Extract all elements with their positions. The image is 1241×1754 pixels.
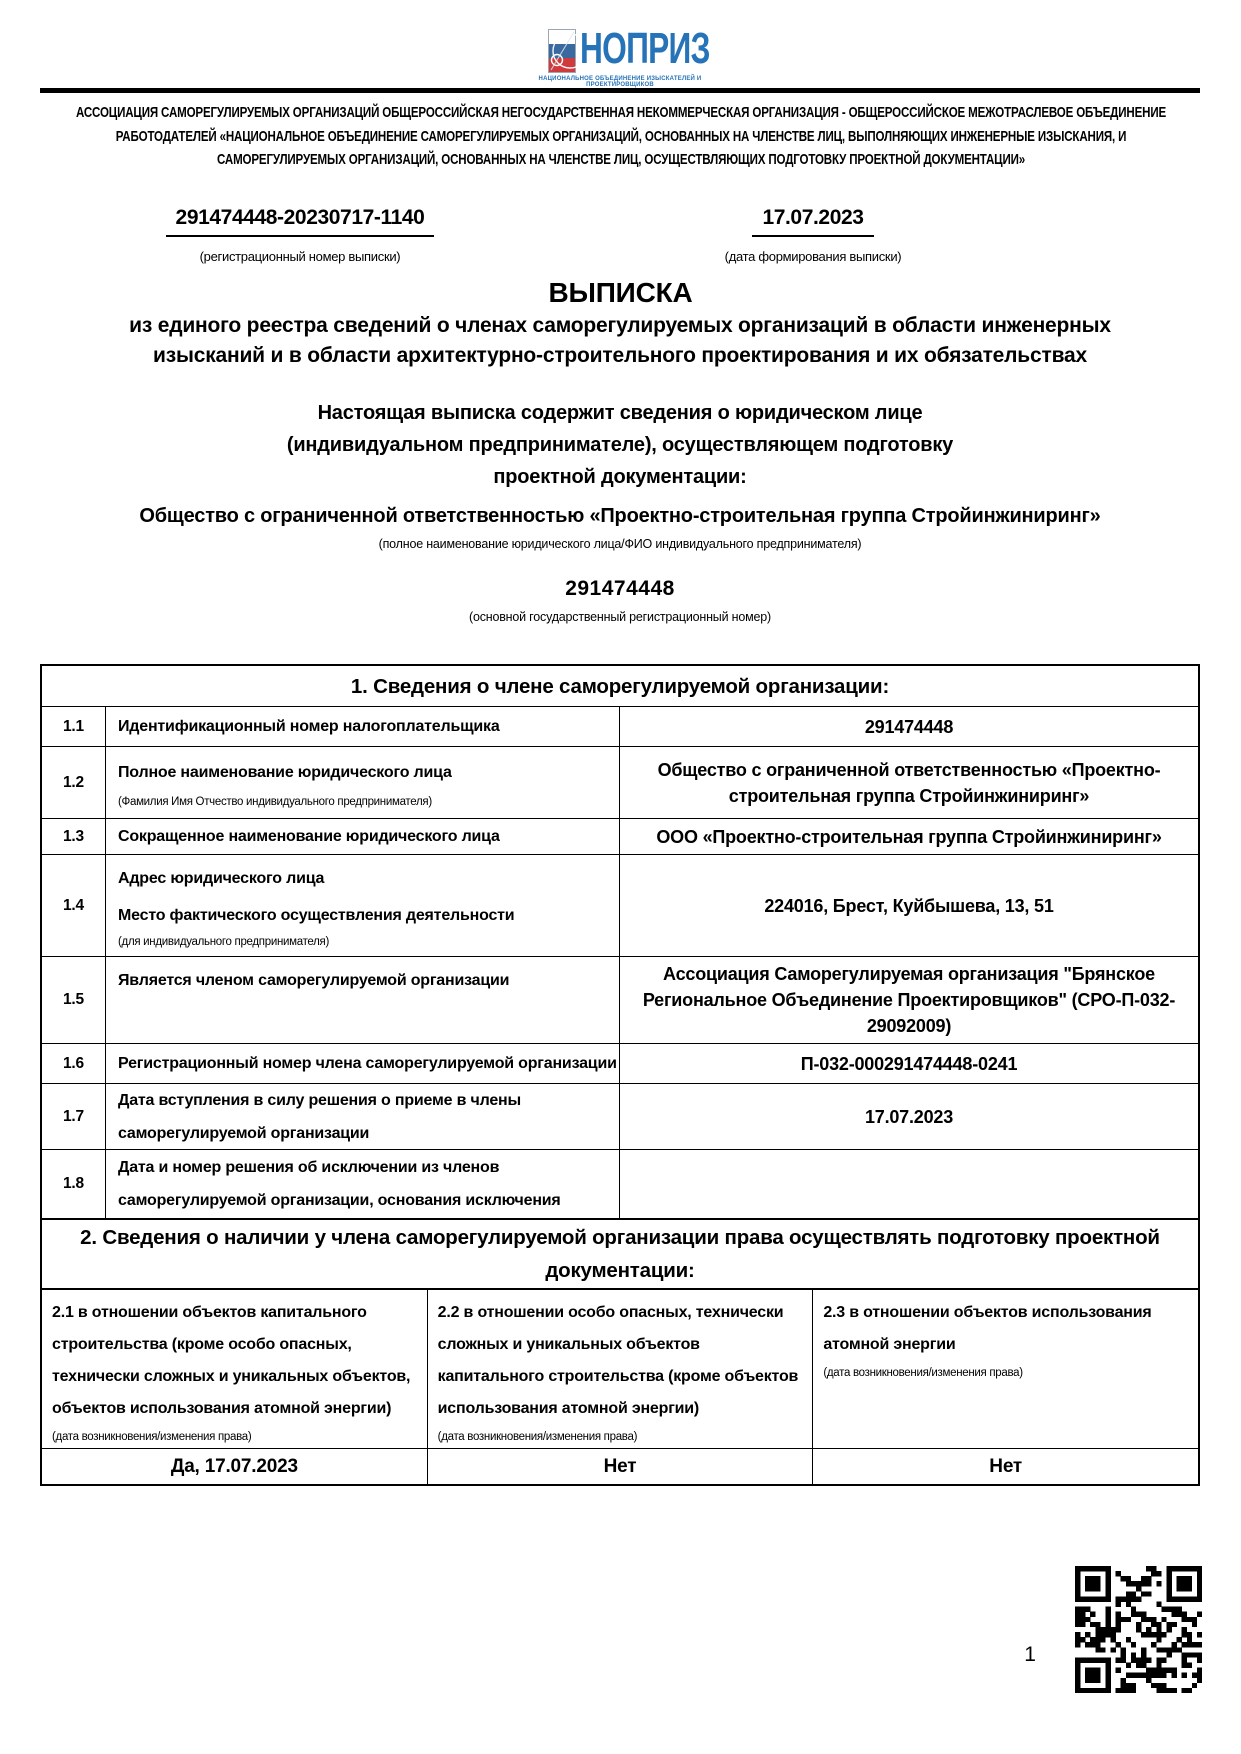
label-line: Идентификационный номер налогоплательщика: [118, 718, 500, 735]
label-sublabel: (Фамилия Имя Отчество индивидуального предпринимателя): [118, 796, 432, 808]
row-value: [620, 1044, 1198, 1083]
category-line: 2.1 в отношении объектов капитального: [52, 1304, 367, 1321]
category-sublabel: (дата возникновения/изменения права): [437, 1431, 638, 1443]
row-value: [620, 707, 1198, 746]
row-label: [106, 747, 620, 818]
section1-title: 1. Сведения о члене саморегулируемой организации:: [350, 674, 890, 698]
value-line: 224016, Брест, Куйбышева, 13, 51: [764, 895, 1054, 916]
row-value: [620, 819, 1198, 854]
row-label: [106, 1150, 620, 1218]
category-line: использования атомной энергии): [437, 1400, 700, 1417]
row-label: [106, 1084, 620, 1149]
section2-columns: [42, 1288, 1198, 1448]
row-value: [620, 747, 1198, 818]
category-line: сложных и уникальных объектов: [437, 1336, 700, 1353]
row-label: [106, 1044, 620, 1083]
category-line: объектов использования атомной энергии): [52, 1400, 392, 1417]
text-line: САМОРЕГУЛИРУЕМЫХ ОРГАНИЗАЦИЙ, ОСНОВАННЫХ НА ЧЛЕНСТВЕ ЛИЦ, ОСУЩЕСТВЛЯЮЩИХ ПОДГОТОВКУ ПРОЕКТНОЙ ДОКУМЕНТАЦИИ»: [216, 151, 1025, 168]
value-line: 291474448: [864, 716, 954, 737]
row-label: [106, 819, 620, 854]
table-row: [42, 818, 1198, 854]
header-divider: [40, 88, 1200, 93]
value-line: Региональное Объединение Проектировщиков" (СРО-П-032-: [642, 990, 1176, 1010]
row-number: 1.8: [42, 1150, 106, 1218]
text-line: (индивидуальном предпринимателе), осуществляющем подготовку: [286, 434, 954, 456]
registration-number-label: (регистрационный номер выписки): [199, 249, 401, 264]
category-sublabel: (дата возникновения/изменения права): [823, 1367, 1023, 1379]
label-line: Дата вступления в силу решения о приеме в члены: [118, 1091, 521, 1109]
row-number: 1.5: [42, 957, 106, 1043]
label-line: Дата и номер решения об исключении из членов: [118, 1159, 500, 1176]
value-line: Общество с ограниченной ответственностью «Проектно-: [657, 759, 1161, 780]
category-sublabel: (дата возникновения/изменения права): [52, 1431, 252, 1443]
section1-rows: [42, 706, 1198, 1218]
registration-number: 291474448-20230717-1140: [166, 206, 435, 237]
category-line: строительства (кроме особо опасных,: [52, 1336, 352, 1353]
text-line: АССОЦИАЦИЯ САМОРЕГУЛИРУЕМЫХ ОРГАНИЗАЦИЙ ОБЩЕРОССИЙСКАЯ НЕГОСУДАРСТВЕННАЯ НЕКОММЕРЧЕСКАЯ ОРГАНИЗАЦИЯ - ОБЩЕРОССИЙСКОЕ МЕЖОТРАСЛЕВОЕ ОБЪЕДИНЕНИЕ: [75, 104, 1166, 121]
label-line: Полное наименование юридического лица: [118, 764, 452, 781]
category-line: 2.2 в отношении особо опасных, технически: [437, 1304, 784, 1321]
right-value-cell: Нет: [428, 1449, 814, 1484]
company-name-label: (полное наименование юридического лица/ФИО индивидуального предпринимателя): [378, 537, 862, 551]
row-value: [620, 1150, 1198, 1218]
right-category-cell: [42, 1290, 428, 1448]
text-line: Настоящая выписка содержит сведения о юридическом лице: [317, 402, 923, 424]
org-header: [43, 101, 1198, 172]
category-line: атомной энергии: [823, 1336, 956, 1353]
value-line: П-032-000291474448-0241: [800, 1053, 1018, 1074]
table-row: [42, 956, 1198, 1043]
table-row: [42, 1149, 1198, 1218]
text-line: РАБОТОДАТЕЛЕЙ «НАЦИОНАЛЬНОЕ ОБЪЕДИНЕНИЕ САМОРЕГУЛИРУЕМЫХ ОРГАНИЗАЦИЙ, ОСНОВАННЫХ НА ЧЛЕНСТВЕ ЛИЦ, ВЫПОЛНЯЮЩИХ ИНЖЕНЕРНЫЕ ИЗЫСКАНИЯ, И: [115, 127, 1126, 145]
right-value-cell: Да, 17.07.2023: [42, 1449, 428, 1484]
value-line: 17.07.2023: [864, 1106, 954, 1127]
label-line: Адрес юридического лица: [118, 869, 325, 887]
value-line: ООО «Проектно-строительная группа Стройинжиниринг»: [656, 826, 1162, 847]
company-name: Общество с ограниченной ответственностью «Проектно-строительная группа Стройинжиниринг»: [139, 505, 1101, 527]
category-line: капитального строительства (кроме объектов: [437, 1368, 799, 1385]
label-line: саморегулируемой организации: [118, 1124, 370, 1142]
row-value: [620, 1084, 1198, 1149]
row-number: 1.3: [42, 819, 106, 854]
label-line: саморегулируемой организации, основания исключения: [118, 1192, 561, 1209]
text-line: проектной документации:: [493, 466, 747, 488]
value-line: Ассоциация Саморегулируемая организация "Брянское: [663, 964, 1155, 984]
table-row: [42, 746, 1198, 818]
qr-code-icon: [1075, 1566, 1202, 1693]
text-line: изысканий и в области архитектурно-строительного проектирования и их обязательствах: [153, 343, 1087, 367]
document-intro: [40, 397, 1200, 493]
row-number: 1.6: [42, 1044, 106, 1083]
label-line: Является членом саморегулируемой организации: [118, 972, 510, 989]
document-subtitle: [40, 311, 1200, 370]
label-sublabel: (для индивидуального предпринимателя): [118, 936, 329, 949]
row-number: 1.1: [42, 707, 106, 746]
row-number: 1.4: [42, 855, 106, 956]
right-category-cell: [428, 1290, 814, 1448]
row-label: [106, 957, 620, 1043]
formation-date-label: (дата формирования выписки): [724, 249, 902, 264]
right-category-cell: [813, 1290, 1198, 1448]
table-row: [42, 854, 1198, 956]
table-row: [42, 1043, 1198, 1083]
row-label: [106, 855, 620, 956]
row-label: [106, 707, 620, 746]
table-row: [42, 1083, 1198, 1149]
page-number: 1: [1024, 1643, 1036, 1666]
formation-date-block: [663, 206, 963, 264]
main-table: [40, 664, 1200, 1486]
section2-title: 2. Сведения о наличии у члена саморегулируемой организации права осуществлять подготовку проектной документации:: [42, 1218, 1198, 1288]
logo-tagline: НАЦИОНАЛЬНОЕ ОБЪЕДИНЕНИЕ ИЗЫСКАТЕЛЕЙ И ПРОЕКТИРОВЩИКОВ: [538, 76, 702, 88]
table-row: [42, 706, 1198, 746]
label-line: Сокращенное наименование юридического лица: [118, 828, 500, 845]
section2-values: [42, 1448, 1198, 1484]
russian-flag-icon: [548, 29, 576, 73]
row-number: 1.7: [42, 1084, 106, 1149]
row-value: [620, 855, 1198, 956]
label-line: Место фактического осуществления деятельности: [118, 906, 515, 924]
value-line: 29092009): [866, 1016, 952, 1036]
category-line: 2.3 в отношении объектов использования: [823, 1304, 1152, 1321]
formation-date: 17.07.2023: [752, 206, 873, 237]
registration-number-block: [150, 206, 450, 264]
category-line: технически сложных и уникальных объектов,: [52, 1368, 411, 1385]
ogrn-number: 291474448: [565, 577, 675, 600]
text-line: из единого реестра сведений о членах саморегулируемых организаций в области инженерных: [129, 314, 1111, 337]
ogrn-label: (основной государственный регистрационный номер): [469, 610, 771, 624]
document-title: ВЫПИСКА: [548, 277, 693, 308]
label-line: Регистрационный номер члена саморегулируемой организации: [118, 1055, 617, 1072]
row-number: 1.2: [42, 747, 106, 818]
logo-brand-text: НОПРИЗ: [580, 24, 710, 73]
row-value: [620, 957, 1198, 1043]
value-line: строительная группа Стройинжиниринг»: [728, 785, 1090, 806]
right-value-cell: Нет: [989, 1455, 1023, 1477]
